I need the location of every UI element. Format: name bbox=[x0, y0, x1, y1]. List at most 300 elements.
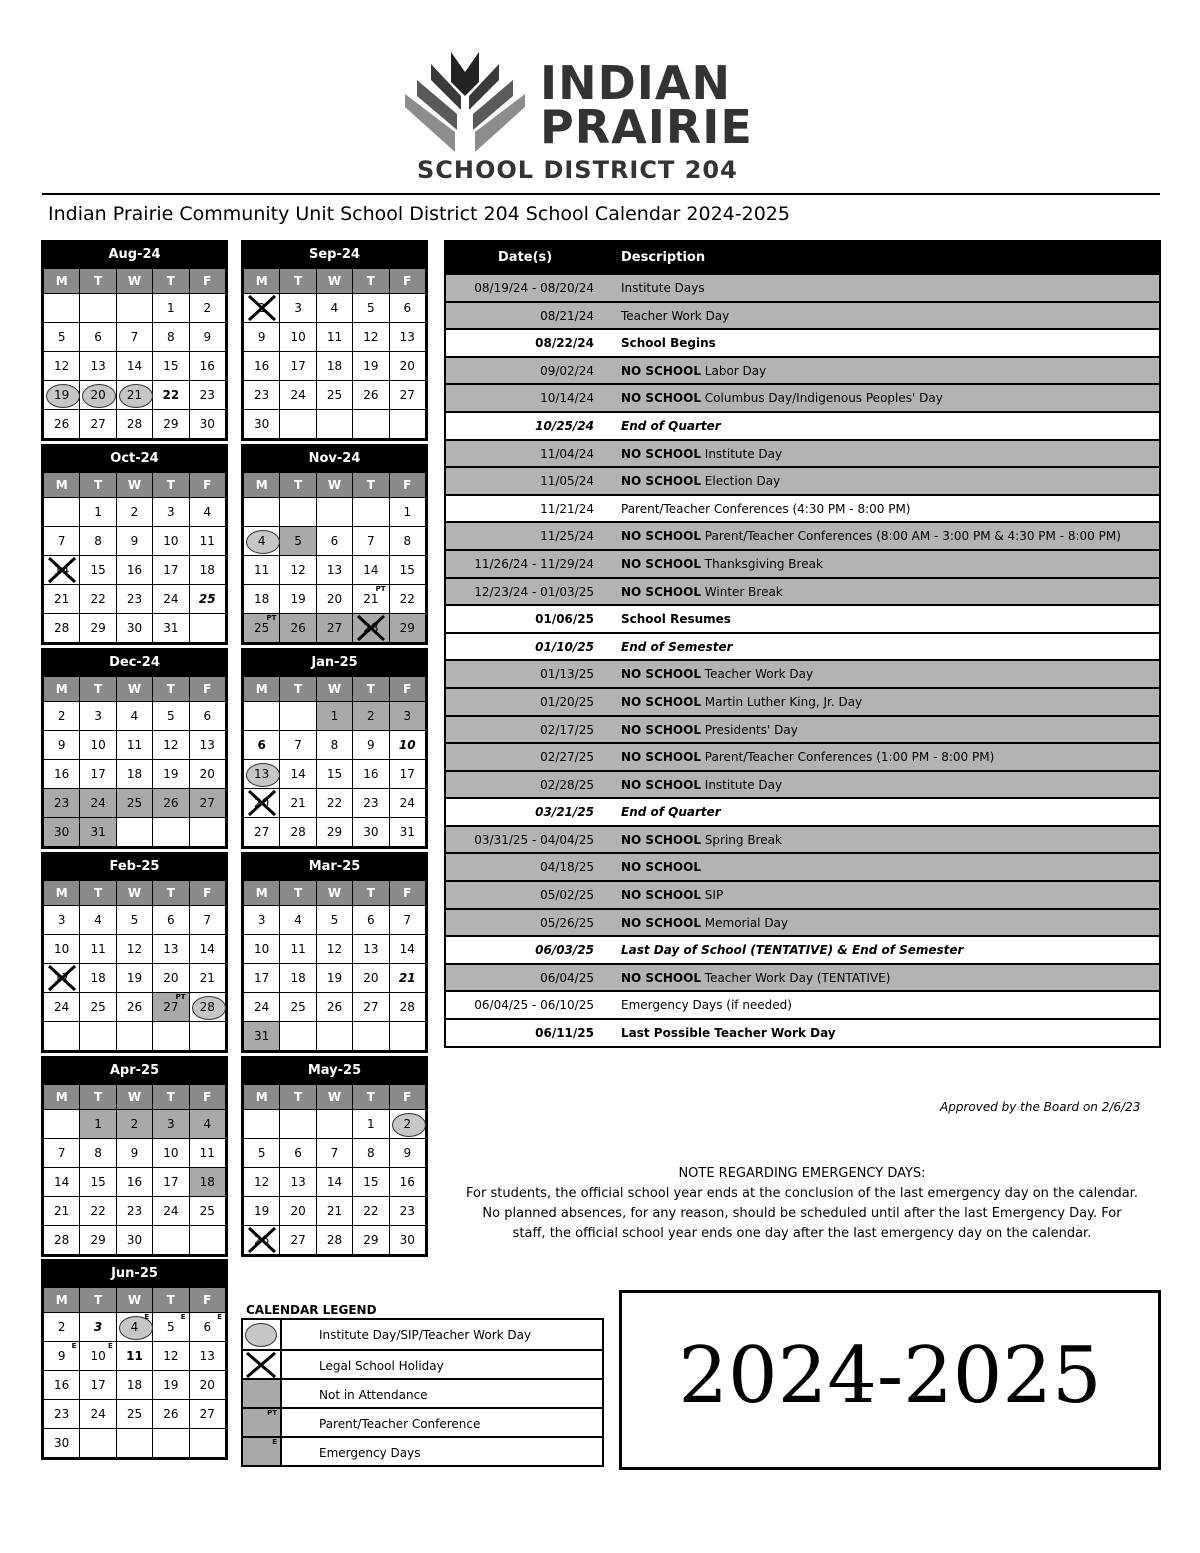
day-cell bbox=[189, 1313, 225, 1342]
day-number: 11 bbox=[290, 942, 306, 956]
day-number: 17 bbox=[54, 971, 70, 985]
day-number: 16 bbox=[399, 1175, 415, 1189]
day-cell bbox=[244, 731, 280, 760]
day-number: 26 bbox=[163, 796, 179, 810]
event-text: Parent/Teacher Conferences (4:30 PM - 8:00 PM) bbox=[621, 501, 911, 516]
day-number: 4 bbox=[203, 505, 212, 519]
month-title: Feb-25 bbox=[109, 859, 160, 874]
day-cell bbox=[389, 352, 425, 381]
event-description bbox=[621, 640, 733, 654]
weekday-header: F bbox=[389, 1085, 425, 1110]
day-number: 11 bbox=[90, 942, 106, 956]
weekday-header: M bbox=[44, 473, 80, 498]
day-number: 26 bbox=[254, 1233, 270, 1247]
weekday-header: T bbox=[153, 881, 189, 906]
day-cell bbox=[389, 731, 425, 760]
day-number: 27 bbox=[399, 388, 415, 402]
event-date: 12/23/24 - 01/03/25 bbox=[474, 584, 594, 599]
day-cell bbox=[116, 556, 152, 585]
event-row bbox=[446, 715, 1159, 743]
weekday-header: M bbox=[244, 473, 280, 498]
day-cell bbox=[280, 818, 316, 847]
day-cell bbox=[280, 1110, 316, 1139]
event-description bbox=[621, 778, 782, 792]
day-number: 5 bbox=[330, 913, 339, 927]
day-number: 20 bbox=[163, 971, 179, 985]
day-number: 20 bbox=[254, 796, 270, 810]
day-number: 25 bbox=[199, 1204, 215, 1218]
day-cell bbox=[316, 1197, 352, 1226]
day-number: 3 bbox=[257, 913, 266, 927]
day-cell bbox=[153, 1371, 189, 1400]
day-cell bbox=[153, 1226, 189, 1255]
day-cell bbox=[189, 352, 225, 381]
day-cell bbox=[353, 993, 389, 1022]
event-date: 11/21/24 bbox=[540, 501, 594, 516]
day-cell bbox=[316, 789, 352, 818]
e-tag: E bbox=[107, 1342, 113, 1350]
month-title: Nov-24 bbox=[308, 451, 361, 466]
event-text: Teacher Work Day bbox=[700, 667, 814, 682]
month-title: Mar-25 bbox=[308, 859, 361, 874]
event-date: 01/20/25 bbox=[540, 694, 594, 709]
event-description bbox=[621, 419, 721, 433]
day-number: 22 bbox=[90, 592, 106, 606]
day-cell bbox=[389, 1022, 425, 1051]
day-cell bbox=[389, 585, 425, 614]
event-date: 01/06/25 bbox=[535, 612, 594, 627]
legend-row bbox=[243, 1349, 602, 1378]
weekday-header: W bbox=[316, 1085, 352, 1110]
day-number: 18 bbox=[254, 592, 270, 606]
day-number: 31 bbox=[90, 825, 106, 839]
day-cell bbox=[280, 789, 316, 818]
event-row bbox=[446, 549, 1159, 577]
day-cell bbox=[116, 1371, 152, 1400]
day-cell bbox=[316, 818, 352, 847]
legend-swatch-institute bbox=[243, 1320, 282, 1349]
weekday-header: F bbox=[189, 1288, 225, 1313]
day-cell bbox=[316, 1226, 352, 1255]
day-cell bbox=[153, 964, 189, 993]
day-number: 20 bbox=[363, 971, 379, 985]
day-number: 24 bbox=[163, 1204, 179, 1218]
day-cell bbox=[153, 498, 189, 527]
event-date: 11/26/24 - 11/29/24 bbox=[474, 556, 594, 571]
day-cell bbox=[189, 1022, 225, 1051]
day-number: 24 bbox=[254, 1000, 270, 1014]
day-cell bbox=[389, 818, 425, 847]
day-cell bbox=[44, 906, 80, 935]
weekday-header: M bbox=[44, 881, 80, 906]
day-cell bbox=[244, 1139, 280, 1168]
month-title: Sep-24 bbox=[309, 247, 360, 262]
day-number: 27 bbox=[163, 1000, 179, 1014]
day-number: 10 bbox=[398, 738, 416, 752]
day-cell bbox=[280, 702, 316, 731]
day-cell bbox=[153, 1342, 189, 1371]
day-number: 6 bbox=[203, 1320, 212, 1334]
day-cell bbox=[244, 352, 280, 381]
day-number: 10 bbox=[54, 942, 70, 956]
day-cell bbox=[80, 410, 116, 439]
event-row bbox=[446, 328, 1159, 356]
day-number: 25 bbox=[126, 796, 143, 810]
legend-label: Legal School Holiday bbox=[319, 1359, 444, 1373]
day-cell bbox=[244, 818, 280, 847]
day-number: 20 bbox=[199, 1378, 215, 1392]
day-cell bbox=[189, 1139, 225, 1168]
day-cell bbox=[353, 1168, 389, 1197]
day-cell bbox=[244, 906, 280, 935]
day-number: 19 bbox=[126, 971, 143, 985]
pt-tag: PT bbox=[267, 1409, 277, 1417]
event-text: Emergency Days (if needed) bbox=[621, 998, 792, 1013]
day-number: 27 bbox=[363, 1000, 379, 1014]
day-number: 1 bbox=[94, 1117, 102, 1131]
day-number: 10 bbox=[90, 738, 106, 752]
day-cell bbox=[389, 1139, 425, 1168]
event-row bbox=[446, 852, 1159, 880]
day-number: 30 bbox=[126, 1233, 143, 1247]
weekday-header: W bbox=[316, 881, 352, 906]
weekday-header: W bbox=[116, 677, 152, 702]
day-cell bbox=[153, 1197, 189, 1226]
e-tag: E bbox=[144, 1313, 150, 1321]
day-number: 12 bbox=[126, 942, 143, 956]
event-row bbox=[446, 1018, 1159, 1046]
day-number: 13 bbox=[163, 942, 179, 956]
day-number: 4 bbox=[330, 301, 339, 315]
day-number: 16 bbox=[363, 767, 379, 781]
weekday-header: W bbox=[316, 269, 352, 294]
day-number: 18 bbox=[199, 1175, 215, 1189]
event-row bbox=[446, 411, 1159, 439]
day-number: 1 bbox=[403, 505, 412, 519]
weekday-header: F bbox=[189, 473, 225, 498]
logo-text-district: SCHOOL DISTRICT 204 bbox=[417, 156, 738, 184]
event-prefix: NO SCHOOL bbox=[621, 888, 701, 903]
month-4 bbox=[41, 648, 228, 849]
weekday-header: F bbox=[389, 677, 425, 702]
day-number: 16 bbox=[54, 767, 70, 781]
event-description bbox=[621, 502, 910, 516]
day-cell bbox=[44, 1226, 80, 1255]
day-cell bbox=[280, 323, 316, 352]
day-cell bbox=[153, 556, 189, 585]
legend-row bbox=[243, 1407, 602, 1436]
day-cell bbox=[80, 1197, 116, 1226]
event-prefix: NO SCHOOL bbox=[621, 446, 701, 461]
day-cell bbox=[353, 964, 389, 993]
day-number: 15 bbox=[163, 359, 179, 373]
day-cell bbox=[80, 1110, 116, 1139]
event-prefix: NO SCHOOL bbox=[621, 474, 701, 489]
day-number: 7 bbox=[403, 913, 412, 927]
event-row bbox=[446, 466, 1159, 494]
day-number: 14 bbox=[199, 942, 215, 956]
day-number: 28 bbox=[126, 417, 143, 431]
day-cell bbox=[116, 760, 152, 789]
day-cell bbox=[80, 1429, 116, 1458]
day-cell bbox=[244, 1197, 280, 1226]
month-2 bbox=[41, 444, 228, 645]
day-number: 18 bbox=[199, 563, 215, 577]
day-number: 12 bbox=[363, 330, 379, 344]
day-cell bbox=[153, 731, 189, 760]
day-cell bbox=[153, 702, 189, 731]
day-number: 1 bbox=[330, 709, 339, 723]
weekday-header: M bbox=[244, 269, 280, 294]
pt-tag: PT bbox=[375, 585, 386, 593]
events-header-date: Date(s) bbox=[498, 250, 553, 265]
event-row bbox=[446, 963, 1159, 991]
day-number: 25 bbox=[126, 1407, 143, 1421]
day-number: 11 bbox=[199, 1146, 215, 1160]
day-cell bbox=[389, 556, 425, 585]
day-number: 4 bbox=[94, 913, 102, 927]
day-number: 27 bbox=[199, 796, 215, 810]
day-number: 13 bbox=[199, 738, 215, 752]
day-cell bbox=[280, 906, 316, 935]
day-number: 5 bbox=[167, 709, 175, 723]
day-cell bbox=[153, 760, 189, 789]
day-cell bbox=[316, 1139, 352, 1168]
day-number: 24 bbox=[290, 388, 306, 402]
day-number: 9 bbox=[130, 534, 139, 548]
day-cell bbox=[189, 1400, 225, 1429]
day-cell bbox=[116, 1139, 152, 1168]
day-cell bbox=[80, 906, 116, 935]
event-row bbox=[446, 494, 1159, 522]
day-cell bbox=[80, 993, 116, 1022]
year-banner-text: 2024-2025 bbox=[678, 1331, 1102, 1421]
month-3 bbox=[241, 444, 428, 645]
day-number: 16 bbox=[126, 563, 143, 577]
day-number: 14 bbox=[126, 359, 143, 373]
day-cell bbox=[353, 935, 389, 964]
day-number: 18 bbox=[126, 1378, 143, 1392]
day-cell bbox=[116, 1110, 152, 1139]
day-cell bbox=[153, 614, 189, 643]
day-number: 30 bbox=[363, 825, 379, 839]
event-row bbox=[446, 604, 1159, 632]
legend-label: Parent/Teacher Conference bbox=[319, 1417, 481, 1431]
day-cell bbox=[316, 702, 352, 731]
day-number: 2 bbox=[367, 709, 375, 723]
day-cell bbox=[389, 702, 425, 731]
day-number: 22 bbox=[363, 1204, 379, 1218]
event-row bbox=[446, 273, 1159, 301]
day-number: 30 bbox=[399, 1233, 415, 1247]
event-date: 04/18/25 bbox=[540, 860, 594, 875]
weekday-header: W bbox=[116, 473, 152, 498]
weekday-header: M bbox=[244, 881, 280, 906]
event-date: 06/03/25 bbox=[535, 943, 594, 958]
day-number: 24 bbox=[399, 796, 415, 810]
day-cell bbox=[189, 789, 225, 818]
day-cell bbox=[316, 1168, 352, 1197]
day-cell bbox=[280, 556, 316, 585]
day-number: 9 bbox=[403, 1146, 412, 1160]
day-cell bbox=[44, 1400, 80, 1429]
day-cell bbox=[316, 585, 352, 614]
day-cell bbox=[189, 1226, 225, 1255]
day-cell bbox=[189, 906, 225, 935]
day-cell bbox=[80, 760, 116, 789]
day-cell bbox=[80, 527, 116, 556]
event-description bbox=[621, 998, 792, 1012]
event-description bbox=[621, 943, 963, 957]
day-number: 3 bbox=[94, 709, 102, 723]
event-prefix: NO SCHOOL bbox=[621, 363, 701, 378]
day-cell bbox=[80, 1400, 116, 1429]
day-number: 16 bbox=[54, 1378, 70, 1392]
day-number: 4 bbox=[130, 709, 139, 723]
day-cell bbox=[353, 585, 389, 614]
month-title: Apr-25 bbox=[109, 1063, 160, 1078]
day-number: 15 bbox=[399, 563, 415, 577]
day-cell bbox=[80, 381, 116, 410]
day-cell bbox=[353, 498, 389, 527]
day-cell bbox=[44, 935, 80, 964]
day-cell bbox=[116, 294, 152, 323]
weekday-header: T bbox=[80, 881, 116, 906]
weekday-header: W bbox=[116, 269, 152, 294]
day-cell bbox=[116, 1226, 152, 1255]
event-text: End of Quarter bbox=[621, 418, 721, 433]
day-cell bbox=[280, 935, 316, 964]
event-row bbox=[446, 825, 1159, 853]
day-number: 6 bbox=[330, 534, 339, 548]
day-cell bbox=[280, 993, 316, 1022]
events-header bbox=[446, 242, 1159, 273]
event-prefix: NO SCHOOL bbox=[621, 667, 701, 682]
day-cell bbox=[244, 702, 280, 731]
event-text: Presidents' Day bbox=[700, 722, 798, 737]
event-text: Last Possible Teacher Work Day bbox=[621, 1026, 836, 1041]
day-cell bbox=[116, 1313, 152, 1342]
day-cell bbox=[44, 789, 80, 818]
pt-tag: PT bbox=[175, 993, 186, 1001]
event-description bbox=[621, 805, 721, 819]
day-cell bbox=[80, 294, 116, 323]
note-line: staff, the official school year ends one day after the last emergency day on the calendar. bbox=[512, 1226, 1092, 1241]
day-number: 20 bbox=[290, 1204, 306, 1218]
day-number: 3 bbox=[167, 1117, 175, 1131]
event-text: Last Day of School (TENTATIVE) & End of Semester bbox=[621, 943, 964, 958]
day-number: 17 bbox=[90, 1378, 106, 1392]
day-cell bbox=[389, 964, 425, 993]
day-number: 5 bbox=[57, 330, 66, 344]
day-cell bbox=[280, 731, 316, 760]
event-date: 06/04/25 bbox=[540, 970, 594, 985]
day-cell bbox=[389, 1168, 425, 1197]
event-date: 11/05/24 bbox=[540, 474, 594, 489]
day-number: 10 bbox=[290, 330, 306, 344]
day-cell bbox=[389, 1197, 425, 1226]
day-cell bbox=[153, 323, 189, 352]
day-number: 1 bbox=[167, 301, 175, 315]
day-number: 10 bbox=[254, 942, 270, 956]
day-cell bbox=[116, 1400, 152, 1429]
day-number: 7 bbox=[294, 738, 302, 752]
day-number: 4 bbox=[294, 913, 302, 927]
day-cell bbox=[280, 294, 316, 323]
event-row bbox=[446, 521, 1159, 549]
day-cell bbox=[189, 556, 225, 585]
day-cell bbox=[353, 556, 389, 585]
event-date: 05/26/25 bbox=[540, 915, 594, 930]
weekday-header: T bbox=[353, 1085, 389, 1110]
day-cell bbox=[353, 1226, 389, 1255]
day-number: 18 bbox=[290, 971, 306, 985]
day-cell bbox=[80, 1342, 116, 1371]
day-cell bbox=[116, 614, 152, 643]
weekday-header: W bbox=[116, 881, 152, 906]
day-cell bbox=[389, 1226, 425, 1255]
day-cell bbox=[116, 1168, 152, 1197]
day-cell bbox=[280, 527, 316, 556]
day-cell bbox=[189, 410, 225, 439]
day-cell bbox=[116, 935, 152, 964]
event-prefix: NO SCHOOL bbox=[621, 832, 701, 847]
day-cell bbox=[353, 614, 389, 643]
day-cell bbox=[116, 381, 152, 410]
day-cell bbox=[80, 789, 116, 818]
day-cell bbox=[389, 323, 425, 352]
event-date: 08/19/24 - 08/20/24 bbox=[474, 281, 594, 295]
legend-swatch-pt bbox=[243, 1409, 282, 1436]
day-number: 27 bbox=[254, 825, 270, 839]
day-cell bbox=[116, 818, 152, 847]
day-cell bbox=[44, 614, 80, 643]
day-number: 7 bbox=[130, 330, 139, 344]
day-number: 23 bbox=[54, 796, 70, 810]
day-cell bbox=[280, 1226, 316, 1255]
day-cell bbox=[44, 1429, 80, 1458]
weekday-header: T bbox=[80, 1288, 116, 1313]
event-date: 05/02/25 bbox=[540, 888, 594, 903]
day-number: 18 bbox=[126, 767, 143, 781]
day-cell bbox=[153, 818, 189, 847]
day-number: 14 bbox=[290, 767, 306, 781]
day-number: 26 bbox=[363, 388, 379, 402]
month-title: Jan-25 bbox=[311, 655, 358, 670]
day-number: 19 bbox=[290, 592, 306, 606]
day-cell bbox=[244, 527, 280, 556]
event-date: 08/21/24 bbox=[540, 308, 594, 323]
day-number: 9 bbox=[367, 738, 375, 752]
event-description bbox=[621, 1026, 836, 1040]
day-cell bbox=[189, 731, 225, 760]
event-text: School Resumes bbox=[621, 612, 731, 627]
day-number: 23 bbox=[126, 1204, 143, 1218]
day-cell bbox=[353, 1139, 389, 1168]
weekday-header: T bbox=[80, 473, 116, 498]
day-cell bbox=[244, 964, 280, 993]
event-text: End of Semester bbox=[621, 639, 733, 654]
day-cell bbox=[116, 1197, 152, 1226]
day-number: 17 bbox=[163, 563, 179, 577]
day-cell bbox=[316, 731, 352, 760]
month-7 bbox=[241, 852, 428, 1053]
event-text: Thanksgiving Break bbox=[700, 556, 823, 571]
day-cell bbox=[44, 585, 80, 614]
day-number: 7 bbox=[57, 534, 66, 548]
day-number: 27 bbox=[290, 1233, 306, 1247]
day-cell bbox=[244, 585, 280, 614]
